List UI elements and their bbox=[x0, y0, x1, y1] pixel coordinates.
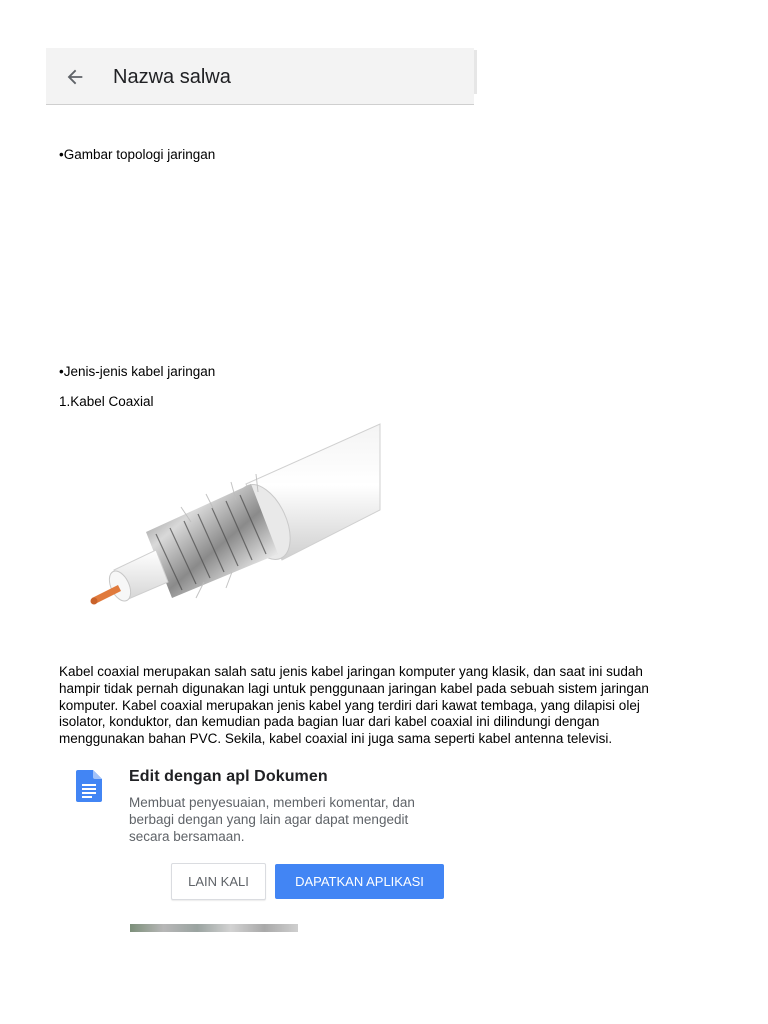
google-docs-icon bbox=[76, 770, 102, 802]
document-title: Nazwa salwa bbox=[113, 66, 231, 88]
paragraph-line: Kabel coaxial merupakan salah satu jenis kabel jaringan komputer yang klasik, dan saat ini sudah bbox=[59, 664, 643, 679]
promo-line: secara bersamaan. bbox=[129, 829, 245, 844]
coaxial-cable-image bbox=[86, 422, 382, 612]
item-coaxial: 1.Kabel Coaxial bbox=[59, 394, 154, 409]
paragraph-line: menggunakan bahan PVC. Sekila, kabel coaxial ini juga sama seperti kabel antenna televisi. bbox=[59, 731, 613, 746]
coaxial-description bbox=[59, 664, 699, 746]
bullet-cable-types: •Jenis-jenis kabel jaringan bbox=[59, 364, 216, 379]
paragraph-line: hampir tidak pernah digunakan lagi untuk penggunaan jaringan kabel pada sebuah sistem jaringan bbox=[59, 680, 649, 696]
get-app-button[interactable]: DAPATKAN APLIKASI bbox=[275, 864, 444, 899]
app-header bbox=[46, 48, 474, 105]
promo-description bbox=[129, 794, 449, 845]
later-button[interactable]: LAIN KALI bbox=[171, 863, 266, 900]
promo-title: Edit dengan apl Dokumen bbox=[129, 768, 328, 785]
arrow-back-icon[interactable] bbox=[64, 66, 86, 88]
promo-line: berbagi dengan yang lain agar dapat mengedit bbox=[129, 812, 409, 827]
paragraph-line: isolator, konduktor, dan kemudian pada bagian luar dari kabel coaxial ini dilindungi dengan bbox=[59, 714, 600, 730]
docs-app-promo bbox=[46, 748, 474, 928]
paragraph-line: komputer. Kabel coaxial merupakan jenis kabel yang terdiri dari kawat tembaga, yang dilapisi olej bbox=[59, 697, 640, 713]
next-image-preview bbox=[130, 924, 298, 932]
header-edge bbox=[474, 50, 477, 94]
promo-line: Membuat penyesuaian, memberi komentar, dan bbox=[129, 795, 415, 810]
bullet-topology: •Gambar topologi jaringan bbox=[59, 147, 216, 162]
